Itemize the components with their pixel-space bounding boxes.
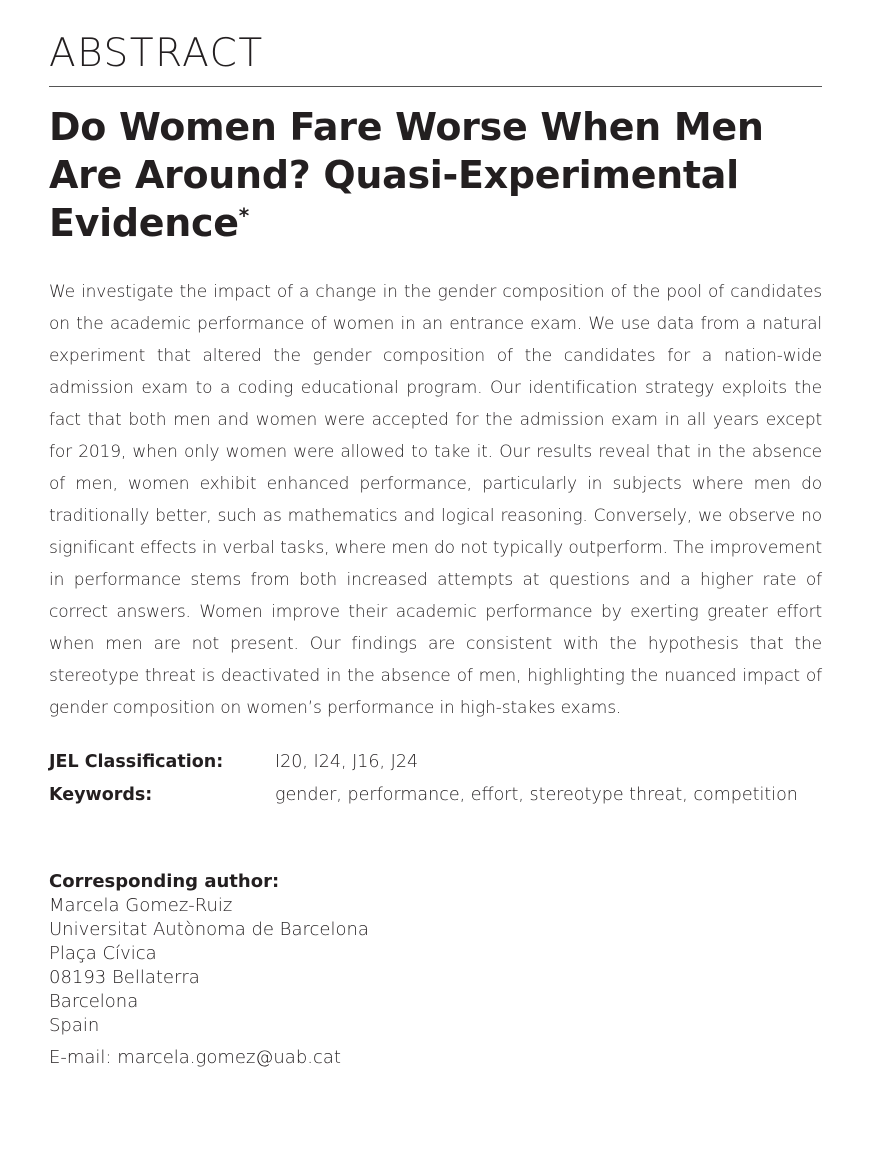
- author-name: Marcela Gomez-Ruiz: [49, 895, 233, 916]
- classification-block: [49, 746, 822, 812]
- author-institution: Universitat Autònoma de Barcelona: [49, 919, 369, 940]
- email-link[interactable]: marcela.gomez@uab.cat: [117, 1047, 341, 1068]
- author-email-line: [49, 1046, 822, 1070]
- paper-title-text: Do Women Fare Worse When Men Are Around? Quasi-Experimental Evidence: [49, 105, 764, 245]
- author-city: Barcelona: [49, 991, 139, 1012]
- jel-label: JEL Classification:: [49, 752, 224, 772]
- title-footnote-mark[interactable]: *: [238, 203, 249, 228]
- author-postcode-city: 08193 Bellaterra: [49, 967, 200, 988]
- author-street: Plaça Cívica: [49, 943, 157, 964]
- paper-title: [49, 103, 822, 247]
- keywords-row: [49, 779, 822, 812]
- corresponding-author-block: [49, 870, 822, 1070]
- abstract-page: [49, 28, 822, 1070]
- corresponding-author-label: Corresponding author:: [49, 871, 280, 892]
- jel-row: [49, 746, 822, 779]
- section-heading: ABSTRACT: [49, 31, 264, 76]
- keywords-label: Keywords:: [49, 785, 153, 805]
- heading-divider: [49, 86, 822, 87]
- author-country: Spain: [49, 1015, 100, 1036]
- keywords-list: gender, performance, effort, stereotype threat, competition: [275, 785, 798, 805]
- email-label: E-mail:: [49, 1047, 112, 1068]
- abstract-text: We investigate the impact of a change in the gender composition of the pool of candidates on the academic performance of women in an entrance exam. We use data from a natural experiment that altered the gender composition of the candidates for a nation-wide admission exam to a coding educational program. Our identification strategy exploits the fact that both men and women were accepted for the admission exam in all years except for 2019, when only women were allowed to take it. Our results reveal that in the absence of men, women exhibit enhanced performance, particularly in subjects where men do traditionally better, such as mathematics and logical reasoning. Conversely, we observe no significant effects in verbal tasks, where men do not typically outperform. The improvement in performance stems from both increased attempts at questions and a higher rate of correct answers. Women improve their academic performance by exerting greater effort when men are not present. Our findings are consistent with the hypothesis that the stereotype threat is deactivated in the absence of men, highlighting the nuanced impact of gender composition on women’s performance in high-stakes exams.: [49, 282, 822, 718]
- jel-codes: I20, I24, J16, J24: [275, 752, 419, 772]
